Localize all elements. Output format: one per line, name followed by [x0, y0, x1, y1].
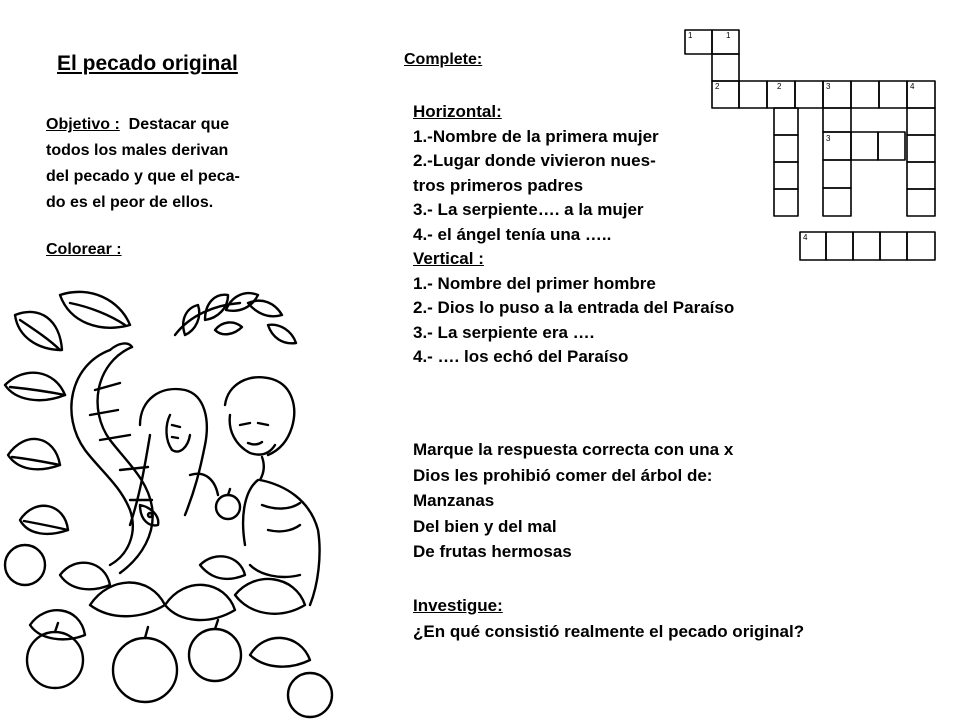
quiz-option[interactable]: Del bien y del mal — [413, 516, 557, 536]
horizontal-clue: 2.-Lugar donde vivieron nues- — [413, 151, 656, 170]
horizontal-clue: tros primeros padres — [413, 175, 584, 195]
apples-icon — [5, 545, 332, 717]
cell-number: 4 — [803, 233, 808, 242]
investigate-heading: Investigue: — [413, 596, 503, 615]
branch-leaves-icon — [175, 293, 296, 343]
quiz-block — [413, 438, 733, 566]
horizontal-clue: 1.-Nombre de la primera mujer — [413, 126, 659, 146]
objective-label: Objetivo : — [46, 116, 120, 133]
objective-line: do es el peor de ellos. — [46, 194, 214, 211]
vertical-clue: 1.- Nombre del primer hombre — [413, 273, 656, 293]
vertical-clue: 2.- Dios lo puso a la entrada del Paraíso — [413, 298, 735, 317]
horizontal-heading: Horizontal: — [413, 102, 502, 121]
objective-block — [46, 112, 240, 216]
complete-label: Complete: — [404, 51, 483, 68]
vertical-heading: Vertical : — [413, 249, 484, 268]
cell-number: 1 — [688, 31, 693, 40]
crossword-grid[interactable] — [680, 25, 960, 275]
cell-number: 1 — [726, 31, 731, 40]
quiz-option[interactable]: De frutas hermosas — [413, 542, 572, 561]
colorear-label: Colorear : — [46, 241, 122, 258]
cell-number: 2 — [777, 82, 782, 91]
horizontal-clue: 4.- el ángel tenía una ….. — [413, 224, 612, 244]
adam-eve-coloring-illustration — [0, 275, 340, 720]
vertical-clue: 3.- La serpiente era …. — [413, 322, 595, 342]
objective-line: todos los males derivan — [46, 142, 229, 159]
vertical-clue: 4.- …. los echó del Paraíso — [413, 347, 629, 366]
objective-line — [46, 112, 240, 138]
quiz-instruction: Marque la respuesta correcta con una x — [413, 440, 734, 459]
investigate-block — [413, 594, 804, 646]
horizontal-clue: 3.- La serpiente…. a la mujer — [413, 200, 644, 219]
investigate-question: ¿En qué consistió realmente el pecado original? — [413, 622, 805, 641]
quiz-question: Dios les prohibió comer del árbol de: — [413, 465, 713, 485]
adam-figure-icon — [225, 377, 320, 605]
cell-number: 4 — [910, 82, 915, 91]
cell-number: 3 — [826, 134, 831, 143]
quiz-option[interactable]: Manzanas — [413, 491, 495, 510]
page-title: El pecado original — [57, 52, 238, 75]
leaves-icon — [5, 292, 130, 534]
cell-number: 2 — [715, 82, 720, 91]
objective-text: Destacar que — [128, 116, 230, 133]
cell-number: 3 — [826, 82, 831, 91]
eve-figure-icon — [130, 389, 240, 525]
objective-line: del pecado y que el peca- — [46, 168, 240, 185]
